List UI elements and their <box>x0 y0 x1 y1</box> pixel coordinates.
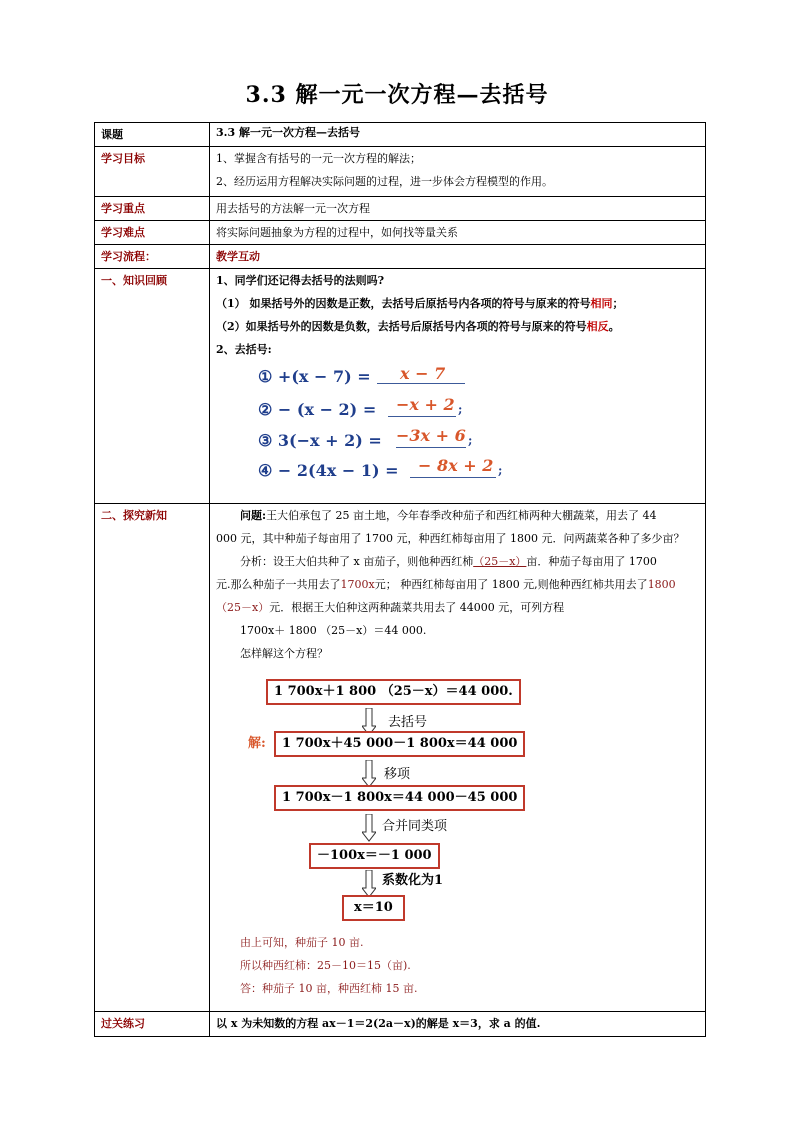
value-explore <box>210 504 706 1012</box>
step-action-1: 去括号 <box>388 715 428 730</box>
label-topic: 课题 <box>95 123 210 147</box>
analysis-line-1: 分析：设王大伯共种了 x 亩茄子，则他种西红柿（25－x）亩．种茄子每亩用了 1700 <box>240 555 657 568</box>
step-box-4: －100x＝－1 000 <box>309 843 440 869</box>
solve-label: 解: <box>248 736 266 751</box>
analysis-line-2: 元.那么种茄子一共用去了1700x元； 种西红柿每亩用了 1800 元,则他种西红柿共用去了1800 <box>216 578 676 591</box>
how-to-solve: 怎样解这个方程？ <box>240 647 328 660</box>
value-practice: 以 x 为未知数的方程 ax－1＝2(2a－x)的解是 x＝3，求 a 的值. <box>210 1012 706 1037</box>
review-question-2: 2、去括号: <box>216 343 272 356</box>
row-difficulty <box>95 221 706 245</box>
label-process: 学习流程： <box>95 245 210 269</box>
goal-item: 2、经历运用方程解决实际问题的过程，进一步体会方程模型的作用。 <box>216 175 553 188</box>
row-review <box>95 269 706 504</box>
value-topic: 3.3 解一元一次方程—去括号 <box>210 123 706 147</box>
review-rule-2: （2）如果括号外的因数是负数，去括号后原括号内各项的符号与原来的符号相反。 <box>216 320 620 333</box>
exercise-4: ④ − 2(4x − 1) = − 8x + 2 ; <box>258 456 503 480</box>
solution-flowchart <box>216 665 699 925</box>
value-difficulty: 将实际问题抽象为方程的过程中，如何找等量关系 <box>210 221 706 245</box>
lesson-plan-table <box>94 122 706 1037</box>
conclusion-line: 答：种茄子 10 亩，种西红柿 15 亩. <box>240 982 418 995</box>
exercise-3: ③ 3(−x + 2) = −3x + 6 ; <box>258 426 473 450</box>
problem-line-2: 000 元，其中种茄子每亩用了 1700 元，种西红柿每亩用了 1800 元．问两蔬菜各种了多少亩？ <box>216 532 685 545</box>
step-box-1: 1 700x＋1 800 （25－x）＝44 000. <box>266 679 521 705</box>
label-review: 一、知识回顾 <box>95 269 210 504</box>
row-topic <box>95 123 706 147</box>
label-practice: 过关练习 <box>95 1012 210 1037</box>
row-goals <box>95 147 706 197</box>
review-rule-1: （1） 如果括号外的因数是正数，去括号后原括号内各项的符号与原来的符号相同； <box>216 297 624 310</box>
page-title: 3.3 解一元一次方程—去括号 <box>245 82 549 108</box>
step-box-5: x＝10 <box>342 895 405 921</box>
label-difficulty: 学习难点 <box>95 221 210 245</box>
equation: 1700x＋ 1800 （25－x）＝44 000. <box>240 624 427 637</box>
label-goals: 学习目标 <box>95 147 210 197</box>
row-process <box>95 245 706 269</box>
exercise-1: ① +(x − 7) = x − 7 <box>258 365 371 388</box>
review-question-1: 1、同学们还记得去括号的法则吗? <box>216 274 385 287</box>
down-arrow-icon <box>362 870 376 898</box>
exercise-list <box>216 361 699 497</box>
exercise-2: ② − (x − 2) = −x + 2 ; <box>258 395 463 419</box>
step-action-2: 移项 <box>384 767 411 782</box>
analysis-line-3: （25－x）元．根据王大伯种这两种蔬菜共用去了 44000 元，可列方程 <box>216 601 565 614</box>
step-action-4: 系数化为1 <box>382 873 444 888</box>
row-focus <box>95 197 706 221</box>
label-explore: 二、探究新知 <box>95 504 210 1012</box>
row-explore <box>95 504 706 1012</box>
label-focus: 学习重点 <box>95 197 210 221</box>
goal-item: 1、掌握含有括号的一元一次方程的解法； <box>216 152 421 165</box>
problem-line-1: 问题:王大伯承包了 25 亩土地，今年春季改种茄子和西红柿两种大棚蔬菜，用去了 44 <box>240 509 657 522</box>
step-action-3: 合并同类项 <box>382 819 448 834</box>
down-arrow-icon <box>362 760 376 788</box>
step-box-2: 1 700x＋45 000－1 800x＝44 000 <box>274 731 525 757</box>
step-box-3: 1 700x－1 800x＝44 000－45 000 <box>274 785 525 811</box>
value-process: 教学互动 <box>210 245 706 269</box>
conclusion-line: 由上可知，种茄子 10 亩. <box>240 936 364 949</box>
down-arrow-icon <box>362 814 376 842</box>
row-practice <box>95 1012 706 1037</box>
value-focus: 用去括号的方法解一元一次方程 <box>210 197 706 221</box>
value-review <box>210 269 706 504</box>
value-goals <box>210 147 706 197</box>
conclusion-line: 所以种西红柿：25－10＝15（亩). <box>240 959 411 972</box>
